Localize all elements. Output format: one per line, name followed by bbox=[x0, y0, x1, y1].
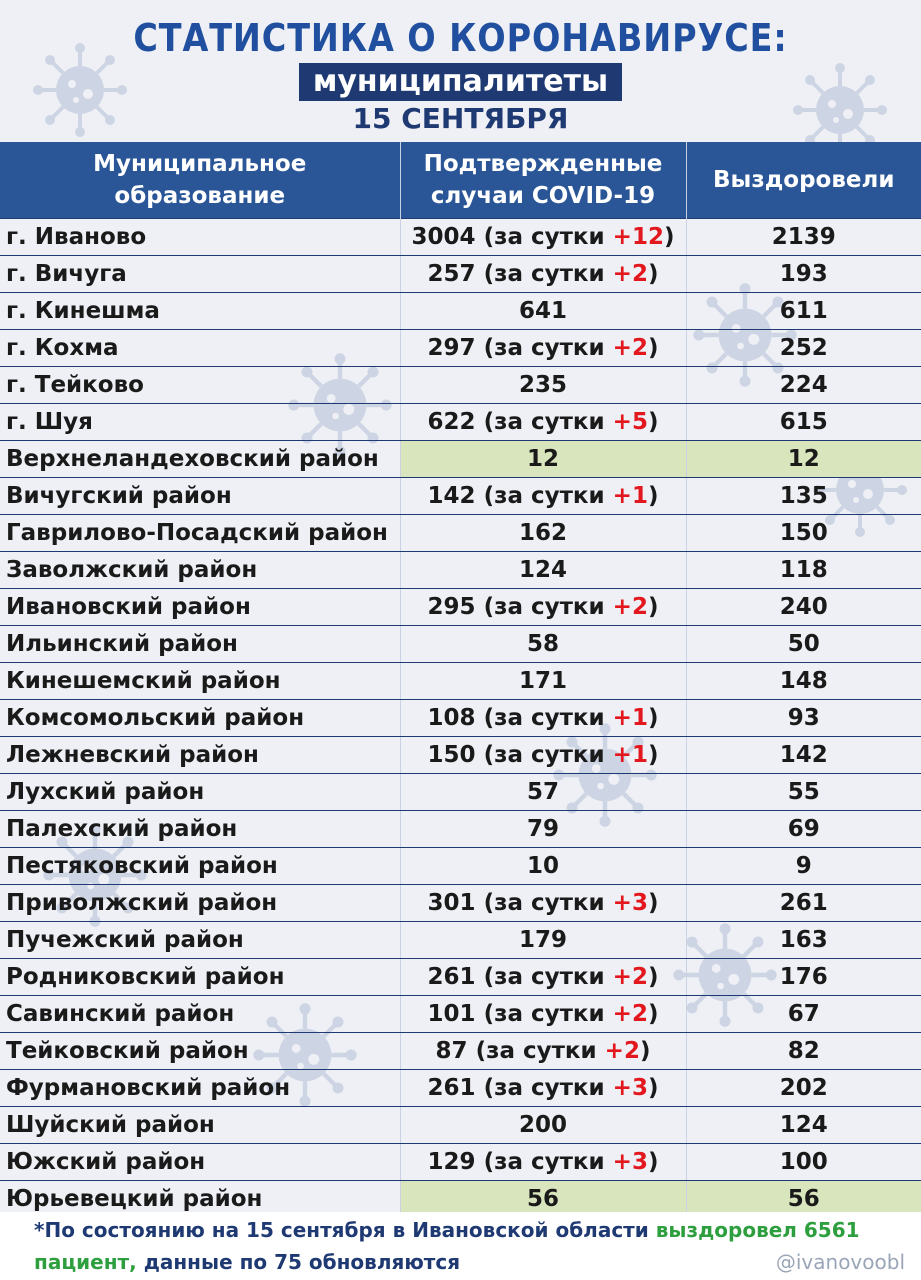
daily-increase: +2 bbox=[612, 594, 648, 620]
daily-suffix: ) bbox=[647, 1075, 659, 1101]
table-row bbox=[0, 663, 921, 700]
municipality-name: Юрьевецкий район bbox=[0, 1181, 400, 1218]
daily-suffix: ) bbox=[647, 409, 659, 435]
municipality-name: Комсомольский район bbox=[0, 700, 400, 737]
confirmed-count: 641 bbox=[518, 298, 567, 324]
recovered-count: 56 bbox=[686, 1181, 921, 1218]
table-row bbox=[0, 922, 921, 959]
daily-suffix: ) bbox=[639, 1038, 651, 1064]
daily-suffix: ) bbox=[647, 594, 659, 620]
table-row bbox=[0, 885, 921, 922]
municipality-name: Южский район bbox=[0, 1144, 400, 1181]
confirmed-cell bbox=[400, 663, 686, 700]
municipality-name: г. Иваново bbox=[0, 219, 400, 256]
confirmed-count: 57 bbox=[526, 779, 559, 805]
confirmed-count: 129 bbox=[427, 1149, 476, 1175]
daily-suffix: ) bbox=[647, 890, 659, 916]
daily-increase: +3 bbox=[612, 1075, 648, 1101]
recovered-count: 135 bbox=[686, 478, 921, 515]
confirmed-count: 235 bbox=[518, 372, 567, 398]
recovered-count: 2139 bbox=[686, 219, 921, 256]
table-row bbox=[0, 1033, 921, 1070]
daily-suffix: ) bbox=[647, 261, 659, 287]
recovered-count: 9 bbox=[686, 848, 921, 885]
daily-increase: +2 bbox=[612, 1001, 648, 1027]
confirmed-count: 162 bbox=[518, 520, 567, 546]
confirmed-count: 295 bbox=[427, 594, 476, 620]
footer-note bbox=[0, 1212, 921, 1280]
confirmed-count: 622 bbox=[427, 409, 476, 435]
recovered-count: 224 bbox=[686, 367, 921, 404]
recovered-count: 67 bbox=[686, 996, 921, 1033]
confirmed-cell bbox=[400, 848, 686, 885]
municipality-name: Заволжский район bbox=[0, 552, 400, 589]
daily-increase: +2 bbox=[604, 1038, 640, 1064]
daily-suffix: ) bbox=[647, 1001, 659, 1027]
recovered-count: 615 bbox=[686, 404, 921, 441]
municipality-name: Пучежский район bbox=[0, 922, 400, 959]
page-title: СТАТИСТИКА О КОРОНАВИРУСЕ: bbox=[133, 16, 788, 60]
table-row bbox=[0, 441, 921, 478]
recovered-count: 124 bbox=[686, 1107, 921, 1144]
table-row bbox=[0, 1107, 921, 1144]
recovered-count: 611 bbox=[686, 293, 921, 330]
confirmed-cell bbox=[400, 885, 686, 922]
table-row bbox=[0, 700, 921, 737]
table-row bbox=[0, 1144, 921, 1181]
municipality-name: г. Шуя bbox=[0, 404, 400, 441]
recovered-count: 148 bbox=[686, 663, 921, 700]
daily-increase: +3 bbox=[612, 1149, 648, 1175]
social-handle: @ivanovoobl bbox=[775, 1250, 905, 1274]
confirmed-cell bbox=[400, 811, 686, 848]
confirmed-count: 297 bbox=[427, 335, 476, 361]
daily-prefix: (за сутки bbox=[483, 261, 613, 287]
municipality-name: Гаврилово-Посадский район bbox=[0, 515, 400, 552]
daily-prefix: (за сутки bbox=[483, 483, 613, 509]
confirmed-count: 179 bbox=[518, 927, 567, 953]
recovered-count: 150 bbox=[686, 515, 921, 552]
recovered-count: 163 bbox=[686, 922, 921, 959]
confirmed-cell bbox=[400, 441, 686, 478]
confirmed-cell bbox=[400, 700, 686, 737]
municipality-name: Родниковский район bbox=[0, 959, 400, 996]
municipality-name: Ивановский район bbox=[0, 589, 400, 626]
daily-prefix: (за сутки bbox=[483, 964, 613, 990]
confirmed-cell bbox=[400, 552, 686, 589]
daily-increase: +1 bbox=[612, 705, 648, 731]
confirmed-count: 101 bbox=[427, 1001, 476, 1027]
municipality-name: Палехский район bbox=[0, 811, 400, 848]
table-row bbox=[0, 367, 921, 404]
confirmed-cell bbox=[400, 626, 686, 663]
daily-prefix: (за сутки bbox=[483, 705, 613, 731]
table-row bbox=[0, 478, 921, 515]
table-row bbox=[0, 330, 921, 367]
daily-prefix: (за сутки bbox=[483, 890, 613, 916]
confirmed-cell bbox=[400, 996, 686, 1033]
daily-prefix: (за сутки bbox=[483, 224, 613, 250]
recovered-count: 252 bbox=[686, 330, 921, 367]
table-row bbox=[0, 996, 921, 1033]
table-row bbox=[0, 737, 921, 774]
daily-prefix: (за сутки bbox=[475, 1038, 605, 1064]
table-row bbox=[0, 811, 921, 848]
municipality-name: г. Кохма bbox=[0, 330, 400, 367]
confirmed-cell bbox=[400, 1070, 686, 1107]
daily-prefix: (за сутки bbox=[483, 1149, 613, 1175]
daily-prefix: (за сутки bbox=[483, 335, 613, 361]
covid-municipal-table bbox=[0, 142, 921, 1218]
municipality-name: Верхнеландеховский район bbox=[0, 441, 400, 478]
municipality-name: г. Вичуга bbox=[0, 256, 400, 293]
confirmed-cell bbox=[400, 367, 686, 404]
daily-suffix: ) bbox=[647, 705, 659, 731]
table-row bbox=[0, 959, 921, 996]
table-row bbox=[0, 552, 921, 589]
recovered-count: 93 bbox=[686, 700, 921, 737]
confirmed-cell bbox=[400, 959, 686, 996]
confirmed-count: 301 bbox=[427, 890, 476, 916]
municipality-name: Приволжский район bbox=[0, 885, 400, 922]
confirmed-cell bbox=[400, 1033, 686, 1070]
table-row bbox=[0, 404, 921, 441]
table-row bbox=[0, 848, 921, 885]
table-row bbox=[0, 219, 921, 256]
footer-text: *По состоянию на 15 сентября в Ивановской области bbox=[34, 1218, 656, 1242]
recovered-count: 142 bbox=[686, 737, 921, 774]
confirmed-count: 79 bbox=[526, 816, 559, 842]
footer-patient-word: пациент, bbox=[34, 1250, 137, 1274]
daily-suffix: ) bbox=[647, 335, 659, 361]
confirmed-count: 108 bbox=[427, 705, 476, 731]
confirmed-cell bbox=[400, 256, 686, 293]
table-body bbox=[0, 219, 921, 1218]
recovered-count: 176 bbox=[686, 959, 921, 996]
confirmed-count: 10 bbox=[526, 853, 559, 879]
municipality-name: Фурмановский район bbox=[0, 1070, 400, 1107]
confirmed-count: 58 bbox=[526, 631, 559, 657]
confirmed-cell bbox=[400, 515, 686, 552]
table-row bbox=[0, 774, 921, 811]
confirmed-cell bbox=[400, 737, 686, 774]
municipality-name: Лухский район bbox=[0, 774, 400, 811]
recovered-count: 202 bbox=[686, 1070, 921, 1107]
confirmed-cell bbox=[400, 1107, 686, 1144]
confirmed-cell bbox=[400, 774, 686, 811]
municipality-name: Лежневский район bbox=[0, 737, 400, 774]
confirmed-count: 142 bbox=[427, 483, 476, 509]
municipality-name: Кинешемский район bbox=[0, 663, 400, 700]
confirmed-cell bbox=[400, 478, 686, 515]
confirmed-count: 3004 bbox=[411, 224, 476, 250]
confirmed-count: 124 bbox=[518, 557, 567, 583]
daily-increase: +12 bbox=[612, 224, 664, 250]
recovered-count: 69 bbox=[686, 811, 921, 848]
confirmed-cell bbox=[400, 293, 686, 330]
table-header-row bbox=[0, 142, 921, 219]
column-header-municipality: Муниципальное образование bbox=[0, 142, 400, 219]
confirmed-count: 261 bbox=[427, 964, 476, 990]
confirmed-cell bbox=[400, 922, 686, 959]
confirmed-cell bbox=[400, 219, 686, 256]
daily-prefix: (за сутки bbox=[483, 1075, 613, 1101]
footer-recovered-total: выздоровел 6561 bbox=[655, 1218, 860, 1242]
daily-increase: +1 bbox=[612, 483, 648, 509]
recovered-count: 240 bbox=[686, 589, 921, 626]
daily-prefix: (за сутки bbox=[483, 594, 613, 620]
confirmed-count: 171 bbox=[518, 668, 567, 694]
daily-increase: +2 bbox=[612, 964, 648, 990]
column-header-confirmed: Подтвержденные случаи COVID-19 bbox=[400, 142, 686, 219]
footer-update-text: данные по 75 обновляются bbox=[136, 1250, 461, 1274]
recovered-count: 50 bbox=[686, 626, 921, 663]
municipality-name: г. Кинешма bbox=[0, 293, 400, 330]
daily-increase: +1 bbox=[612, 742, 648, 768]
confirmed-count: 261 bbox=[427, 1075, 476, 1101]
confirmed-count: 150 bbox=[427, 742, 476, 768]
report-date: 15 СЕНТЯБРЯ bbox=[352, 102, 569, 135]
confirmed-cell bbox=[400, 589, 686, 626]
municipality-name: Шуйский район bbox=[0, 1107, 400, 1144]
daily-suffix: ) bbox=[647, 964, 659, 990]
column-header-recovered: Выздоровели bbox=[686, 142, 921, 219]
daily-prefix: (за сутки bbox=[483, 742, 613, 768]
table-row bbox=[0, 515, 921, 552]
municipality-name: Вичугский район bbox=[0, 478, 400, 515]
daily-suffix: ) bbox=[647, 742, 659, 768]
municipality-name: г. Тейково bbox=[0, 367, 400, 404]
confirmed-count: 56 bbox=[526, 1186, 559, 1212]
recovered-count: 193 bbox=[686, 256, 921, 293]
recovered-count: 100 bbox=[686, 1144, 921, 1181]
confirmed-count: 257 bbox=[427, 261, 476, 287]
confirmed-count: 87 bbox=[435, 1038, 468, 1064]
recovered-count: 261 bbox=[686, 885, 921, 922]
confirmed-cell bbox=[400, 1144, 686, 1181]
recovered-count: 12 bbox=[686, 441, 921, 478]
daily-increase: +2 bbox=[612, 261, 648, 287]
table-row bbox=[0, 256, 921, 293]
daily-prefix: (за сутки bbox=[483, 1001, 613, 1027]
municipality-name: Ильинский район bbox=[0, 626, 400, 663]
municipality-name: Тейковский район bbox=[0, 1033, 400, 1070]
daily-prefix: (за сутки bbox=[483, 409, 613, 435]
daily-increase: +3 bbox=[612, 890, 648, 916]
confirmed-cell bbox=[400, 404, 686, 441]
recovered-count: 118 bbox=[686, 552, 921, 589]
municipality-name: Савинский район bbox=[0, 996, 400, 1033]
page-subtitle: муниципалитеты bbox=[299, 63, 622, 101]
daily-increase: +2 bbox=[612, 335, 648, 361]
municipality-name: Пестяковский район bbox=[0, 848, 400, 885]
table-row bbox=[0, 589, 921, 626]
table-row bbox=[0, 626, 921, 663]
recovered-count: 82 bbox=[686, 1033, 921, 1070]
table-row bbox=[0, 1070, 921, 1107]
confirmed-count: 12 bbox=[526, 446, 559, 472]
table-row bbox=[0, 293, 921, 330]
daily-suffix: ) bbox=[663, 224, 675, 250]
confirmed-count: 200 bbox=[518, 1112, 567, 1138]
confirmed-cell bbox=[400, 330, 686, 367]
daily-suffix: ) bbox=[647, 483, 659, 509]
recovered-count: 55 bbox=[686, 774, 921, 811]
daily-increase: +5 bbox=[612, 409, 648, 435]
daily-suffix: ) bbox=[647, 1149, 659, 1175]
